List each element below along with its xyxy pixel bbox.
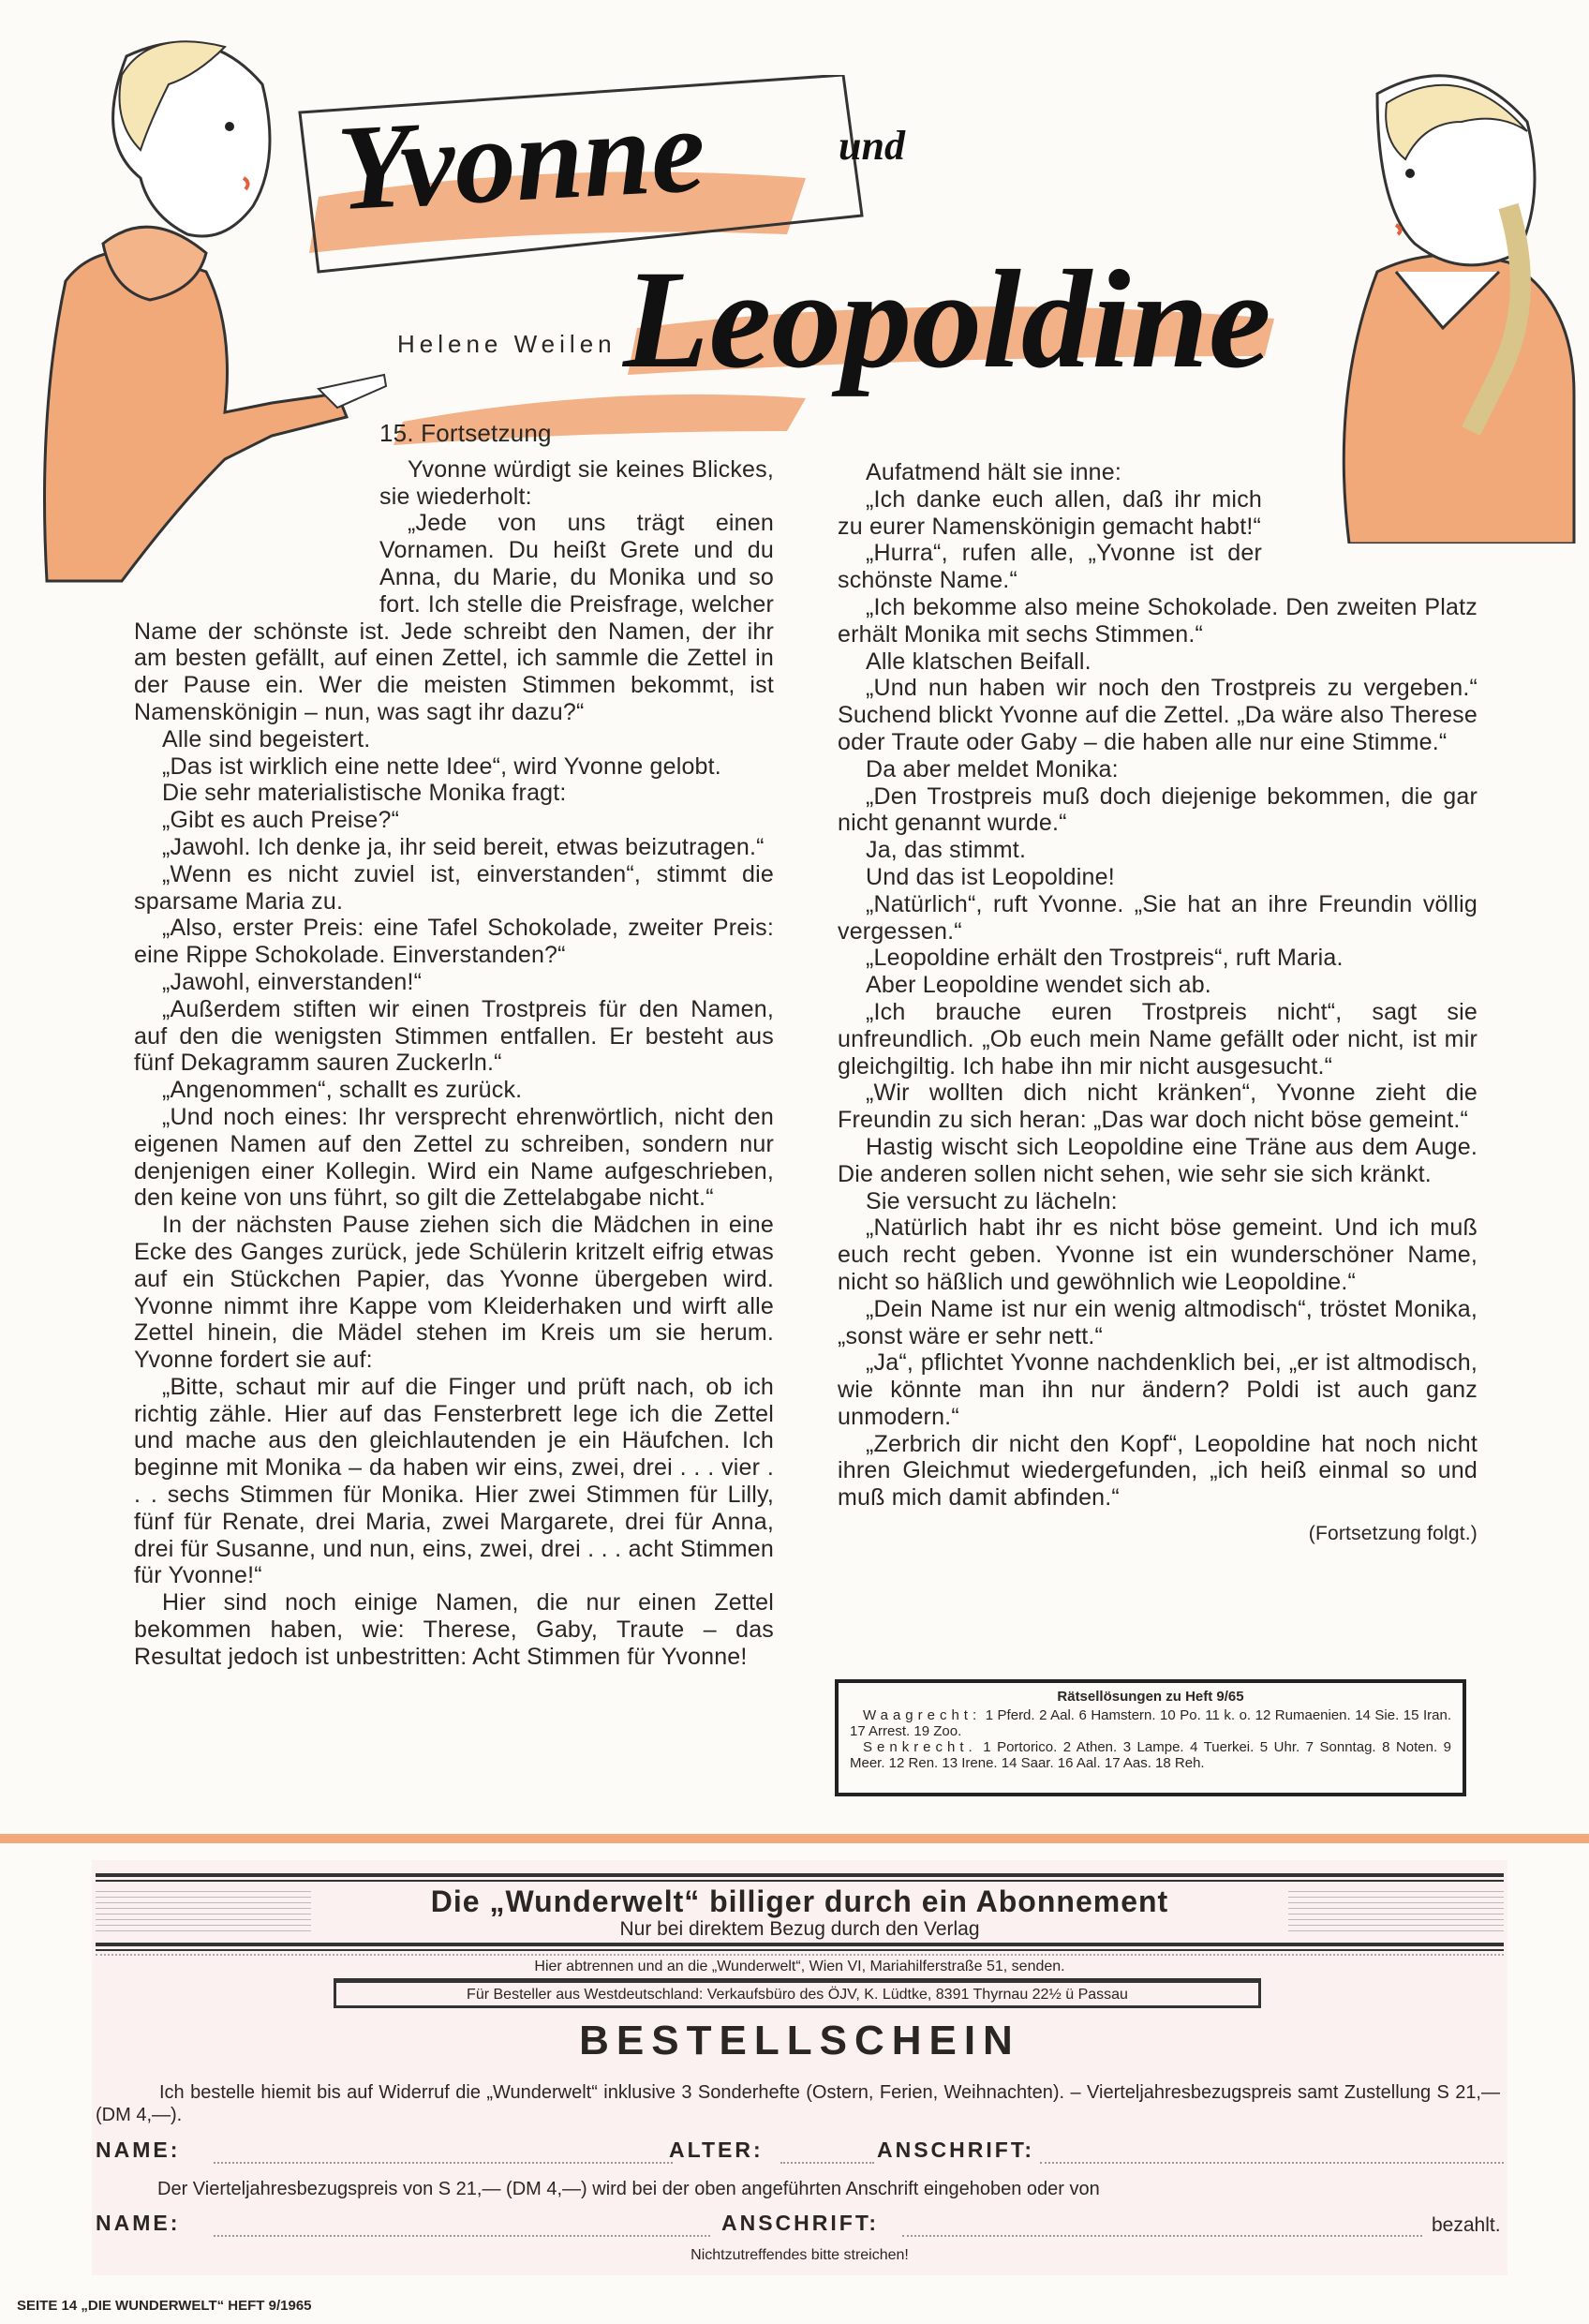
age-label: ALTER:: [669, 2138, 764, 2162]
story-paragraph: „Den Trostpreis muß doch diejenige bekommen, die gar nicht genannt wurde.“: [838, 782, 1478, 837]
story-paragraph: „Jawohl. Ich denke ja, ihr seid bereit, etwas beizutragen.“: [162, 833, 765, 860]
story-paragraph: Yvonne würdigt sie keines Blickes, sie wiederholt:: [379, 455, 774, 510]
installment-heading: 15. Fortsetzung: [379, 419, 552, 447]
order-text: Ich bestelle hiemit bis auf Widerruf die „Wunderwelt“ inklusive 3 Sonderhefte (Ostern, Ferien, Weihnachten). – Vierteljahresbezugspreis samt Zustellung S 21,— (DM 4,—).: [96, 2082, 1500, 2125]
across-answers: 1 Pferd. 2 Aal. 6 Hamstern. 10 Po. 11 k. o. 12 Rumaenien. 14 Sie. 15 Iran. 17 Arrest. 19 Zoo.: [850, 1707, 1451, 1739]
down-answers: 1 Portorico. 2 Athen. 3 Lampe. 4 Tuerkei. 5 Uhr. 7 Sonntag. 8 Noten. 9 Meer. 12 Ren. 13 Irene. 14 Saar. 16 Aal. 17 Aas. 18 Reh.: [850, 1739, 1451, 1771]
story-paragraph: Die sehr materialistische Monika fragt:: [162, 780, 567, 807]
story-paragraph: „Gibt es auch Preise?“: [162, 807, 400, 834]
orange-divider: [0, 1834, 1589, 1843]
payment-text: Der Vierteljahresbezugspreis von S 21,— (DM 4,—) wird bei der oben angeführten Anschrift eingehoben oder von: [157, 2179, 1100, 2199]
story-paragraph: „Jede von uns trägt einen Vornamen. Du heißt Grete und du Anna, du Marie, du Monika und so fort. Ich stelle die Preisfrage, welcher Name der schönste ist. Jede schreibt den Namen, der ihr am besten gefällt, auf einen Zettel, ich sammle die Zettel in der Pause ein. Wer die meisten Stimmen bekommt, ist Namenskönigin – nun, was sagt ihr dazu?“: [134, 510, 774, 725]
story-paragraph: Da aber meldet Monika:: [866, 755, 1119, 782]
cut-instruction: Hier abtrennen und an die „Wunderwelt“, Wien VI, Mariahilferstraße 51, senden.: [534, 1959, 1065, 1974]
title-yvonne: Yvonne: [334, 82, 708, 237]
story-paragraph: „Angenommen“, schallt es zurück.: [162, 1077, 523, 1104]
payer-name-label: NAME:: [96, 2211, 181, 2235]
title-connector: und: [839, 123, 905, 169]
story-paragraph: „Außerdem stiften wir einen Trostpreis für den Namen, auf den die wenigsten Stimmen entfallen. Er besteht aus fünf Dekagramm sauren Zuckerln.“: [134, 995, 774, 1077]
story-paragraph: „Ich brauche euren Trostpreis nicht“, sagt sie unfreundlich. „Ob euch mein Name gefällt oder nicht, ist mir gleichgiltig. Ich habe ihn mir nicht ausgesucht.“: [838, 998, 1478, 1080]
story-paragraph: „Natürlich“, ruft Yvonne. „Sie hat an ihre Freundin völlig vergessen.“: [838, 890, 1478, 945]
story-right-column: [838, 459, 1478, 1548]
page-footer: SEITE 14 „DIE WUNDERWELT“ HEFT 9/1965: [17, 2298, 312, 2314]
story-paragraph: „Ich danke euch allen, daß ihr mich zu eurer Namenskönigin gemacht habt!“: [838, 485, 1262, 540]
story-paragraph: Sie versucht zu lächeln:: [866, 1187, 1118, 1214]
story-paragraph: „Ja“, pflichtet Yvonne nachdenklich bei, „er ist altmodisch, wie könnte man ihn nur ändern? Poldi ist auch ganz unmodern.“: [838, 1349, 1478, 1430]
story-paragraph: Aufatmend hält sie inne:: [866, 459, 1122, 485]
story-paragraph: „Dein Name ist nur ein wenig altmodisch“, tröstet Monika, „sonst wäre er sehr nett.“: [838, 1295, 1478, 1349]
payer-address-input[interactable]: [902, 2235, 1422, 2237]
order-form-title: BESTELLSCHEIN: [579, 2018, 1020, 2063]
address-label: ANSCHRIFT:: [877, 2138, 1034, 2162]
story-paragraph: Und das ist Leopoldine!: [866, 863, 1115, 890]
across-label: Waagrecht:: [863, 1707, 982, 1723]
story-paragraph: Hastig wischt sich Leopoldine eine Träne aus dem Auge. Die anderen sollen nicht sehen, wie sehr sie sich kränkt.: [838, 1133, 1478, 1187]
down-label: Senkrecht.: [863, 1739, 977, 1755]
story-paragraph: Alle klatschen Beifall.: [866, 648, 1092, 675]
order-form: [92, 1860, 1507, 2275]
name-label: NAME:: [96, 2138, 181, 2162]
author: Helene Weilen: [397, 330, 616, 358]
story-paragraph: Hier sind noch einige Namen, die nur einen Zettel bekommen haben, wie: Therese, Gaby, Traute – das Resultat jedoch ist unbestritten: Acht Stimmen für Yvonne!: [134, 1589, 774, 1670]
story-paragraph: „Hurra“, rufen alle, „Yvonne ist der schönste Name.“: [838, 540, 1262, 594]
address-input[interactable]: [1040, 2162, 1504, 2164]
story-paragraph: Aber Leopoldine wendet sich ab.: [866, 972, 1211, 999]
story-paragraph: „Das ist wirklich eine nette Idee“, wird Yvonne gelobt.: [162, 752, 721, 780]
story-paragraph: „Zerbrich dir nicht den Kopf“, Leopoldine hat noch nicht ihren Gleichmut wiedergefunden, „ich heiß einmal so und muß mich damit abfinden.“: [838, 1430, 1478, 1512]
puzzle-solutions-box: [835, 1679, 1466, 1796]
story-paragraph: Alle sind begeistert.: [162, 725, 371, 752]
story-paragraph: „Wir wollten dich nicht kränken“, Yvonne zieht die Freundin zu sich heran: „Das war doch nicht böse gemeint.“: [838, 1080, 1478, 1134]
name-input[interactable]: [214, 2162, 673, 2164]
story-paragraph: „Leopoldine erhält den Trostpreis“, ruft Maria.: [866, 945, 1344, 972]
story-paragraph: „Bitte, schaut mir auf die Finger und prüft nach, ob ich richtig zähle. Hier auf das Fensterbrett lege ich die Zettel und mache aus den gleichlautenden je ein Häufchen. Ich beginne mit Monika – da haben wir eins, zwei, drei . . . vier . . . sechs Stimmen für Monika. Hier zwei Stimmen für Lilly, fünf für Renate, drei Maria, zwei Margarete, drei für Anna, drei für Susanne, und nun, eins, zwei, drei . . . acht Stimmen für Yvonne!“: [134, 1373, 774, 1589]
continued-note: (Fortsetzung folgt.): [1308, 1523, 1478, 1545]
story-paragraph: „Und nun haben wir noch den Trostpreis zu vergeben.“ Suchend blickt Yvonne auf die Zettel. „Da wäre also Therese oder Traute oder Gaby – die haben alle nur eine Stimme.“: [838, 675, 1478, 755]
puzzle-title: Rätsellösungen zu Heft 9/65: [1057, 1689, 1244, 1705]
story-paragraph: „Ich bekomme also meine Schokolade. Den zweiten Platz erhält Monika mit sechs Stimmen.“: [838, 593, 1478, 648]
payer-name-input[interactable]: [214, 2235, 710, 2237]
age-input[interactable]: [780, 2162, 874, 2164]
paid-label: bezahlt.: [1432, 2214, 1501, 2236]
story-paragraph: „Jawohl, einverstanden!“: [162, 968, 423, 995]
germany-note: Für Besteller aus Westdeutschland: Verkaufsbüro des ÖJV, K. Lüdtke, 8391 Thyrnau 22½ ü Passau: [467, 1987, 1128, 2003]
story-paragraph: Ja, das stimmt.: [866, 837, 1027, 864]
subscription-headline: Die „Wunderwelt“ billiger durch ein Abonnement: [430, 1885, 1169, 1918]
title-leopoldine: Leopoldine: [623, 242, 1271, 397]
story-paragraph: „Also, erster Preis: eine Tafel Schokolade, zweiter Preis: eine Rippe Schokolade. Einverstanden?“: [134, 915, 774, 969]
story-left-column: [134, 420, 774, 1671]
strike-note: Nichtzutreffendes bitte streichen!: [691, 2247, 909, 2263]
germany-note-box: [334, 1978, 1261, 2008]
story-paragraph: In der nächsten Pause ziehen sich die Mädchen in eine Ecke des Ganges zurück, jede Schülerin kritzelt eifrig etwas auf ein Stückchen Papier, das Yvonne übergeben wird. Yvonne nimmt ihre Kappe vom Kleiderhaken und wirft alle Zettel hinein, die Mädel stehen im Kreis um sie herum. Yvonne fordert sie auf:: [134, 1212, 774, 1374]
payer-address-label: ANSCHRIFT:: [721, 2211, 879, 2235]
story-paragraph: „Wenn es nicht zuviel ist, einverstanden“, stimmt die sparsame Maria zu.: [134, 860, 774, 915]
story-paragraph: „Natürlich habt ihr es nicht böse gemeint. Und ich muß euch recht geben. Yvonne ist ein wunderschöner Name, nicht so häßlich und gewöhnlich wie Leopoldine.“: [838, 1214, 1478, 1295]
story-paragraph: „Und noch eines: Ihr versprecht ehrenwörtlich, nicht den eigenen Namen auf den Zettel zu schreiben, sondern nur denjenigen einer Kollegin. Wird ein Name aufgeschrieben, den keine von uns führt, so gilt die Zettelabgabe nicht.“: [134, 1103, 774, 1212]
subscription-subheadline: Nur bei direktem Bezug durch den Verlag: [619, 1918, 980, 1940]
